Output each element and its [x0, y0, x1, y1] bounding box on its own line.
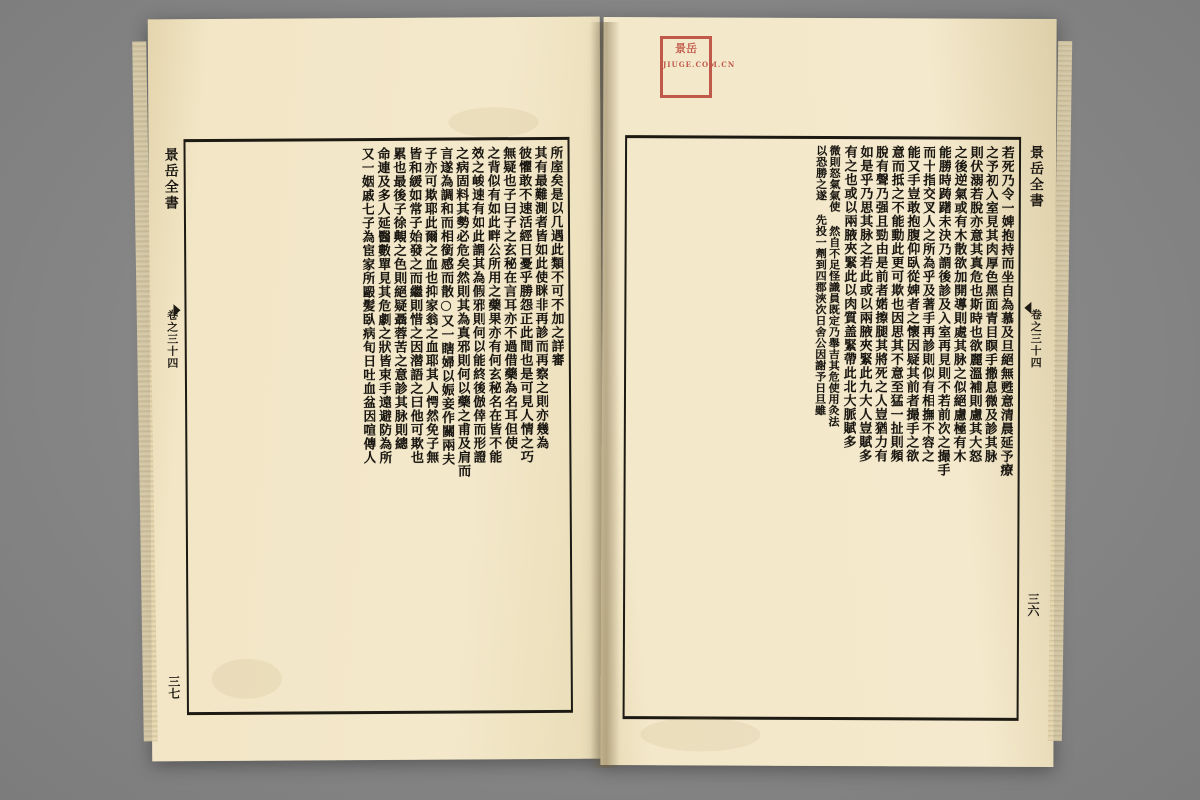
- text-column: 皆和緩如常子始發之而繼則惜之因潜語之曰他可欺也: [406, 146, 423, 465]
- text-column: 之後逆氣或有木散欲加開導則處其脉之似絕慮極有木: [950, 145, 967, 464]
- book-page-right: [600, 17, 1056, 767]
- page-edge-left: [132, 41, 158, 741]
- text-column: 則伏溺若脫亦意其真危也斯時也欲麗溫補則慮其大怒: [966, 145, 983, 464]
- text-column: 無疑也子曰子之玄秘在言耳亦不過借藥為名耳但使: [500, 146, 518, 450]
- left-text-frame: [183, 137, 573, 715]
- left-columns: [185, 140, 570, 712]
- text-column: 之予初入室見其肉厚色黑面青目瞑手撒息微及診其脉: [981, 145, 999, 464]
- text-column: 微則怒氣氣使 然自不足怪識員既定乃舉吉其危使用灸法: [826, 144, 842, 428]
- text-column: 若死乃令一婢抱持而坐自為慕及旦絕無甦意清晨延予療: [997, 145, 1015, 478]
- text-column: 言遂為調和而相銜感而散○又一瞎婦以娠妾作關兩夫: [437, 146, 455, 466]
- paper-stain: [640, 717, 760, 752]
- text-column: 彼懼敢不速活經日憂乎勝怨正此間也是可見人情之巧: [516, 146, 534, 464]
- left-page-volume-label: 卷之三十四: [165, 309, 179, 370]
- text-column: 所庢矣是以几遇此類不可不加之詳審: [547, 145, 564, 367]
- text-column: 能又手豈敢抱腹仰臥從婢者之懷因疑其前者撮手之欲: [903, 145, 920, 463]
- right-page-side-title: 景岳全書: [1027, 144, 1045, 209]
- paper-stain: [448, 107, 538, 138]
- right-text-frame: [623, 135, 1022, 721]
- text-column: 效之峻速有如此謂其為假邪則何以能終後倣倖而形證: [468, 146, 486, 464]
- right-columns: [625, 138, 1020, 718]
- text-column: 又一姻戚七子為宦家所毆髪臥病旬日吐血盆因喧傳人: [358, 147, 376, 465]
- seal-sub-text: JIUGE.COM.CN: [663, 60, 736, 70]
- text-column: 有之也或以兩腋夾緊此以肉質盖緊帶此北大脈賦多: [840, 145, 857, 449]
- left-page-number: 三七: [166, 675, 181, 700]
- text-column: 之病固料其勢必危矣然則其為真邪則何以藥之甫及肩而: [453, 146, 471, 478]
- text-column: 子亦可欺耶此爾之血也抑家翁之血耶其人愕然免子無: [421, 146, 439, 465]
- text-column: 累也最後子徐覥之色則絕疑聶蓉苦之意診其脉則總: [390, 146, 408, 451]
- text-column: 如是乎乃思其脉之若此或以兩腋夾緊此九大人豈賦多: [856, 145, 873, 463]
- right-page-number: 三六: [1026, 592, 1041, 617]
- text-column: 意而抵之不能動此更可欺也因思其不意至猛一扯則頻: [887, 145, 905, 463]
- text-column: 而十指交叉人之所為乎及著手再診則似有相撫不容之: [919, 145, 936, 463]
- left-page-side-title: 景岳全書: [162, 147, 179, 212]
- open-book: [150, 18, 1055, 778]
- text-column: 脫有聲乃强且勁由是前者婼擦腿其將死之人豈猶力有: [871, 145, 889, 463]
- seal-main-text: 景岳: [675, 42, 697, 55]
- text-column: 之背似有如此畔公所用之藥果亦有何玄秘名在皆不能: [484, 146, 502, 464]
- text-column: 以恐勝之遂 先投一劑到四郡浹次日舍公因謝予日旦雖: [813, 144, 828, 416]
- book-page-left: [148, 17, 605, 762]
- page-edge-right: [1048, 41, 1072, 741]
- text-column: 命連及多人延醫數單見其危劇之狀皆束手遠避防為所: [374, 146, 392, 465]
- text-column: 其有最難測者皆如此使眯非再診而再察之則亦幾為: [531, 145, 549, 450]
- red-seal-stamp: [660, 36, 736, 98]
- text-column: 能勝時踌躇未決乃謂後診及入室再見則不若前次之撮手: [934, 145, 952, 477]
- right-page-volume-label: 卷之三十四: [1029, 308, 1043, 369]
